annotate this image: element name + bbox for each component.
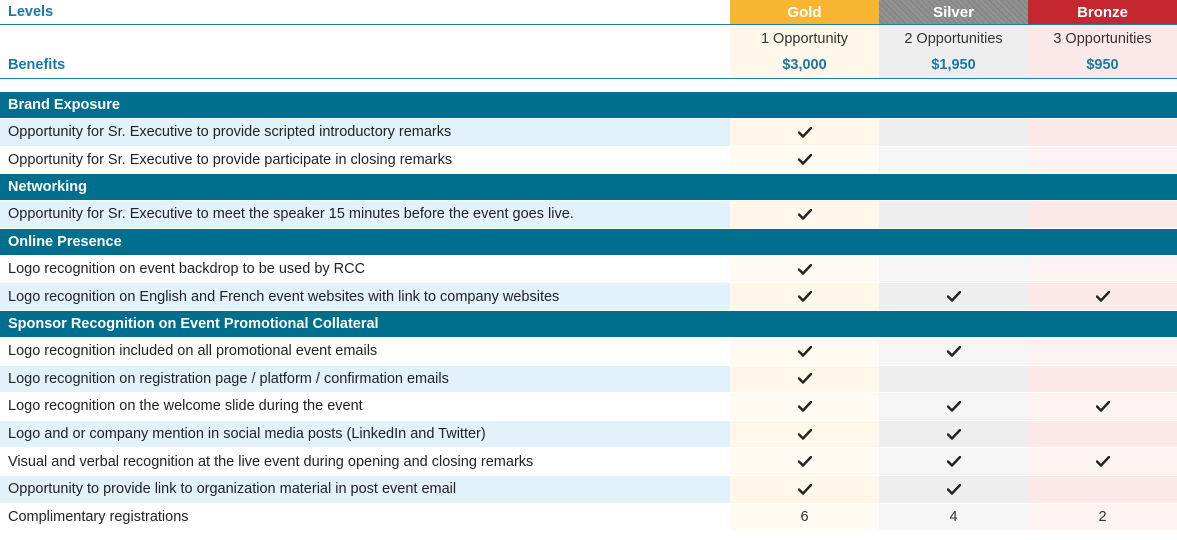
check-icon bbox=[798, 346, 812, 357]
tier-silver-opportunities: 2 Opportunities bbox=[879, 25, 1028, 52]
tier-bronze-cell bbox=[1028, 256, 1177, 283]
benefit-label: Logo and or company mention in social media posts (LinkedIn and Twitter) bbox=[0, 421, 730, 448]
tier-bronze-opportunities: 3 Opportunities bbox=[1028, 25, 1177, 52]
tier-bronze-cell bbox=[1028, 366, 1177, 393]
check-icon bbox=[798, 373, 812, 384]
tier-bronze-cell bbox=[1028, 119, 1177, 146]
check-icon bbox=[798, 264, 812, 275]
tier-gold-cell bbox=[730, 421, 879, 448]
tier-gold-cell bbox=[730, 338, 879, 365]
benefit-row bbox=[0, 421, 1177, 449]
section-title: Sponsor Recognition on Event Promotional Collateral bbox=[8, 315, 379, 332]
tier-bronze-price: $950 bbox=[1028, 52, 1177, 78]
check-icon bbox=[947, 291, 961, 302]
check-icon bbox=[798, 484, 812, 495]
tier-silver-price: $1,950 bbox=[879, 52, 1028, 78]
benefit-label: Opportunity for Sr. Executive to provide participate in closing remarks bbox=[0, 147, 730, 174]
check-icon bbox=[947, 346, 961, 357]
tier-bronze-name: Bronze bbox=[1028, 0, 1177, 24]
tier-bronze-cell bbox=[1028, 201, 1177, 228]
tier-gold-value: 6 bbox=[800, 508, 809, 525]
benefit-label: Complimentary registrations bbox=[0, 504, 730, 531]
tier-silver-cell bbox=[879, 201, 1028, 228]
benefit-row bbox=[0, 201, 1177, 229]
check-icon bbox=[798, 209, 812, 220]
tier-silver-cell bbox=[879, 119, 1028, 146]
section-title: Networking bbox=[8, 179, 87, 196]
benefit-label: Visual and verbal recognition at the live event during opening and closing remarks bbox=[0, 448, 730, 475]
check-icon bbox=[947, 456, 961, 467]
benefits-label: Benefits bbox=[8, 57, 66, 73]
header-spacer bbox=[0, 79, 1177, 92]
tier-gold-cell bbox=[730, 504, 879, 531]
tier-gold-cell bbox=[730, 201, 879, 228]
tier-silver-cell bbox=[879, 421, 1028, 448]
benefit-row bbox=[0, 504, 1177, 532]
benefit-row bbox=[0, 256, 1177, 284]
tier-silver-cell bbox=[879, 256, 1028, 283]
section-title: Brand Exposure bbox=[8, 97, 120, 113]
tier-gold-price: $3,000 bbox=[730, 52, 879, 78]
tier-silver-cell bbox=[879, 476, 1028, 503]
tier-silver-value: 4 bbox=[949, 508, 958, 525]
tier-silver-cell bbox=[879, 147, 1028, 174]
tier-gold-cell bbox=[730, 393, 879, 420]
tier-gold-name: Gold bbox=[730, 0, 879, 24]
tier-silver-cell bbox=[879, 504, 1028, 531]
benefit-label: Logo recognition on the welcome slide during the event bbox=[0, 393, 730, 420]
check-icon bbox=[798, 429, 812, 440]
tier-bronze-value: 2 bbox=[1098, 508, 1107, 525]
tier-gold-cell bbox=[730, 476, 879, 503]
tier-bronze-cell bbox=[1028, 476, 1177, 503]
section-header bbox=[0, 311, 1177, 338]
check-icon bbox=[1096, 456, 1110, 467]
check-icon bbox=[1096, 401, 1110, 412]
tier-gold-opportunities: 1 Opportunity bbox=[730, 25, 879, 52]
tier-silver-cell bbox=[879, 283, 1028, 310]
check-icon bbox=[798, 456, 812, 467]
opportunities-row bbox=[0, 25, 1177, 52]
tier-gold-cell bbox=[730, 283, 879, 310]
benefit-row bbox=[0, 366, 1177, 394]
tier-bronze-cell bbox=[1028, 504, 1177, 531]
tier-gold-cell bbox=[730, 448, 879, 475]
check-icon bbox=[798, 291, 812, 302]
tier-bronze-cell bbox=[1028, 393, 1177, 420]
tier-silver-cell bbox=[879, 448, 1028, 475]
benefits-body bbox=[0, 92, 1177, 531]
check-icon bbox=[1096, 291, 1110, 302]
tier-bronze-cell bbox=[1028, 147, 1177, 174]
tier-silver-name: Silver bbox=[879, 0, 1028, 24]
section-title: Online Presence bbox=[8, 233, 122, 250]
tier-gold-cell bbox=[730, 147, 879, 174]
tier-silver-cell bbox=[879, 393, 1028, 420]
tier-silver-cell bbox=[879, 338, 1028, 365]
tier-bronze-cell bbox=[1028, 283, 1177, 310]
benefit-label: Opportunity to provide link to organization material in post event email bbox=[0, 476, 730, 503]
benefit-label: Logo recognition on event backdrop to be used by RCC bbox=[0, 256, 730, 283]
price-row bbox=[0, 52, 1177, 79]
benefit-label: Opportunity for Sr. Executive to provide scripted introductory remarks bbox=[0, 119, 730, 146]
benefit-row bbox=[0, 119, 1177, 147]
check-icon bbox=[947, 429, 961, 440]
tier-gold-cell bbox=[730, 119, 879, 146]
benefit-row bbox=[0, 338, 1177, 366]
section-header bbox=[0, 92, 1177, 119]
tier-bronze-cell bbox=[1028, 448, 1177, 475]
levels-header-row bbox=[0, 0, 1177, 25]
check-icon bbox=[798, 401, 812, 412]
check-icon bbox=[947, 484, 961, 495]
section-header bbox=[0, 229, 1177, 256]
benefit-row bbox=[0, 476, 1177, 504]
check-icon bbox=[947, 401, 961, 412]
benefit-row bbox=[0, 283, 1177, 311]
tier-bronze-cell bbox=[1028, 338, 1177, 365]
levels-label: Levels bbox=[8, 4, 54, 20]
check-icon bbox=[798, 154, 812, 165]
tier-silver-cell bbox=[879, 366, 1028, 393]
benefit-row bbox=[0, 393, 1177, 421]
opportunities-spacer bbox=[0, 25, 730, 52]
tier-gold-cell bbox=[730, 366, 879, 393]
section-header bbox=[0, 174, 1177, 201]
check-icon bbox=[798, 127, 812, 138]
benefit-row bbox=[0, 448, 1177, 476]
tier-gold-cell bbox=[730, 256, 879, 283]
benefit-label: Logo recognition included on all promotional event emails bbox=[0, 338, 730, 365]
benefit-row bbox=[0, 147, 1177, 175]
benefit-label: Logo recognition on English and French event websites with link to company websites bbox=[0, 283, 730, 310]
benefit-label: Opportunity for Sr. Executive to meet the speaker 15 minutes before the event goes live. bbox=[0, 201, 730, 228]
benefit-label: Logo recognition on registration page / platform / confirmation emails bbox=[0, 366, 730, 393]
tier-bronze-cell bbox=[1028, 421, 1177, 448]
